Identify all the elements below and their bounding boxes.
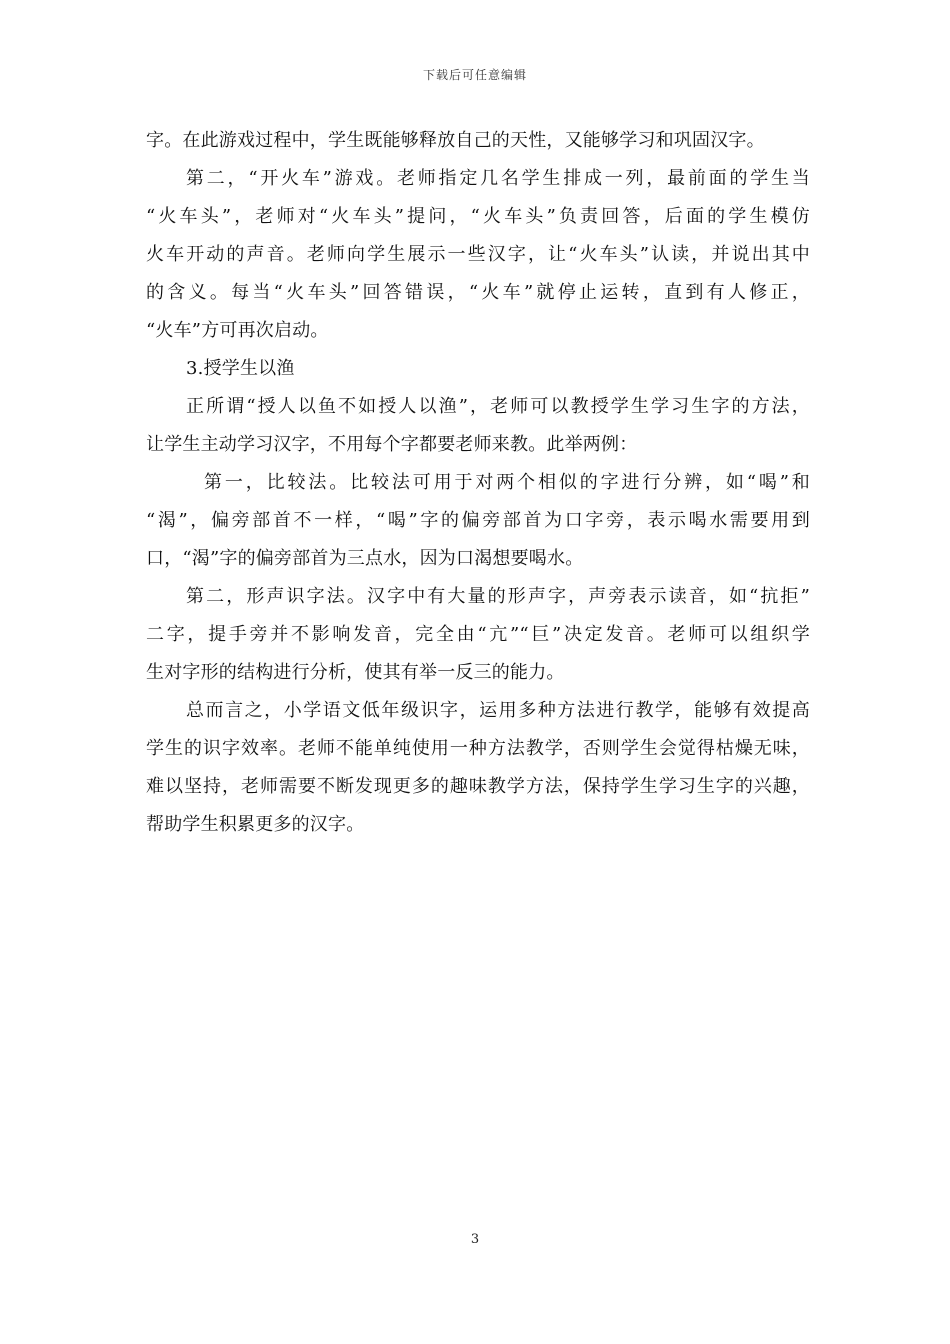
paragraph-line: 字。在此游戏过程中，学生既能够释放自己的天性，又能够学习和巩固汉字。 — [146, 130, 765, 151]
page-number: 3 — [470, 1232, 480, 1247]
paragraph-line: 帮助学生积累更多的汉字。 — [146, 814, 365, 835]
paragraph-line: “火车”方可再次启动。 — [146, 320, 329, 341]
paragraph-line: 难以坚持，老师需要不断发现更多的趣味教学方法，保持学生学习生字的兴趣， — [146, 776, 810, 797]
paragraph-line: 总而言之，小学语文低年级识字，运用多种方法进行教学，能够有效提高 — [186, 700, 810, 721]
paragraph-line: 口，“渴”字的偏旁部首为三点水，因为口渴想要喝水。 — [146, 548, 584, 569]
paragraph-line: 正所谓“授人以鱼不如授人以渔”，老师可以教授学生学习生字的方法， — [186, 396, 810, 417]
paragraph-line: 生对字形的结构进行分析，使其有举一反三的能力。 — [146, 662, 565, 683]
paragraph-line: 学生的识字效率。老师不能单纯使用一种方法教学，否则学生会觉得枯燥无味， — [146, 738, 810, 759]
section-heading: 3.授学生以渔 — [186, 358, 295, 379]
paragraph-line: 让学生主动学习汉字，不用每个字都要老师来教。此举两例： — [146, 434, 638, 455]
paragraph-line: “渴”，偏旁部首不一样，“喝”字的偏旁部首为口字旁，表示喝水需要用到 — [146, 510, 810, 531]
paragraph-line: 第二，形声识字法。汉字中有大量的形声字，声旁表示读音，如“抗拒” — [186, 586, 810, 607]
paragraph-line: “火车头”，老师对“火车头”提问，“火车头”负责回答，后面的学生模仿 — [146, 206, 810, 227]
paragraph-line: 第一，比较法。比较法可用于对两个相似的字进行分辨，如“喝”和 — [204, 472, 810, 493]
paragraph-line: 的含义。每当“火车头”回答错误，“火车”就停止运转，直到有人修正， — [146, 282, 810, 303]
page-header: 下载后可任意编辑 — [422, 68, 527, 82]
paragraph-line: 二字，提手旁并不影响发音，完全由“亢”“巨”决定发音。老师可以组织学 — [146, 624, 810, 645]
paragraph-line: 火车开动的声音。老师向学生展示一些汉字，让“火车头”认读，并说出其中 — [146, 244, 810, 265]
document-body — [146, 122, 810, 844]
paragraph-line: 第二，“开火车”游戏。老师指定几名学生排成一列，最前面的学生当 — [186, 168, 810, 189]
